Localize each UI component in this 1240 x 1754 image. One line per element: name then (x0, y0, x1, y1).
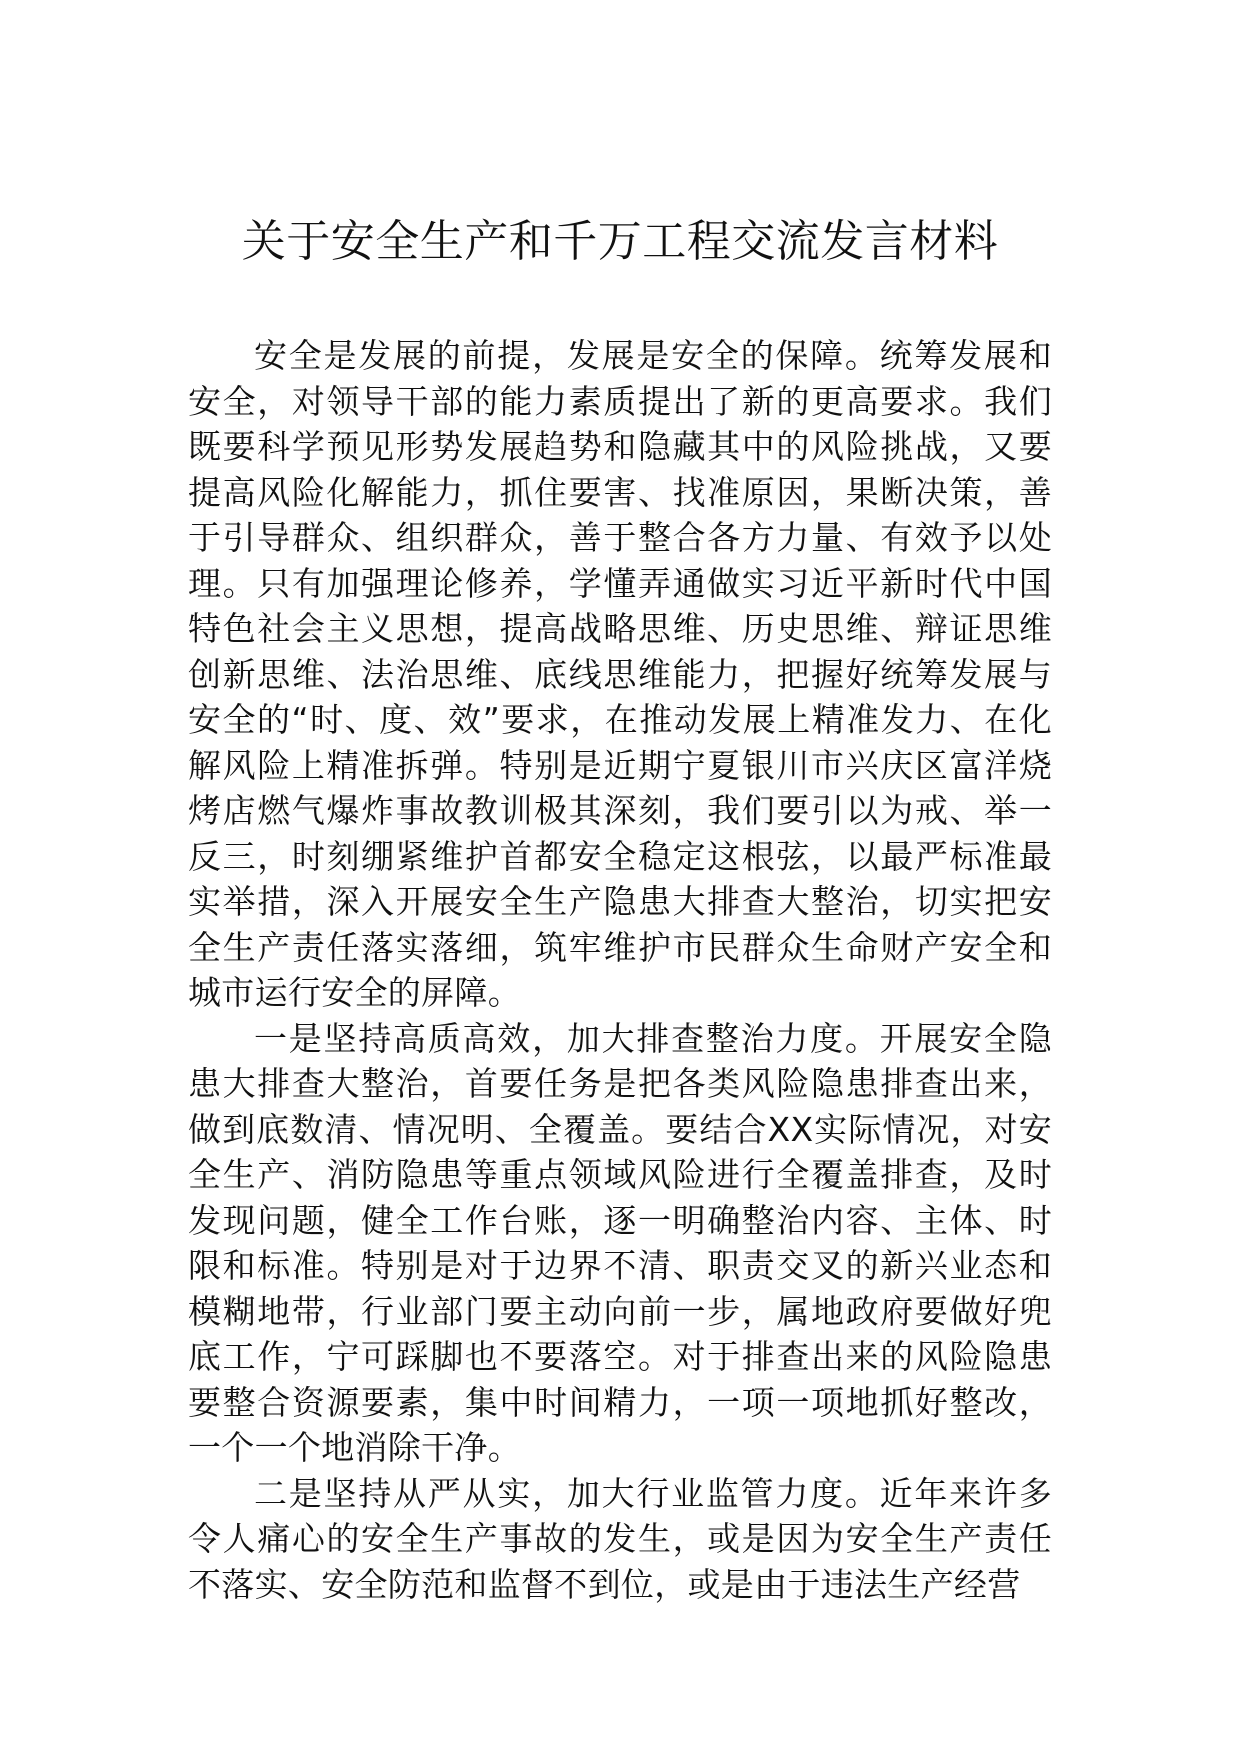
paragraph-intro: 安全是发展的前提，发展是安全的保障。统筹发展和安全，对领导干部的能力素质提出了新的更高要求。我们既要科学预见形势发展趋势和隐藏其中的风险挑战，又要提高风险化解能力，抓住要害、找准原因，果断决策，善于引导群众、组织群众，善于整合各方力量、有效予以处理。只有加强理论修养，学懂弄通做实习近平新时代中国特色社会主义思想，提高战略思维、历史思维、辩证思维创新思维、法治思维、底线思维能力，把握好统筹发展与安全的“时、度、效”要求，在推动发展上精准发力、在化解风险上精准拆弹。特别是近期宁夏银川市兴庆区富洋烧烤店燃气爆炸事故教训极其深刻，我们要引以为戒、举一反三，时刻绷紧维护首都安全稳定这根弦，以最严标准最实举措，深入开展安全生产隐患大排查大整治，切实把安全生产责任落实落细，筑牢维护市民群众生命财产安全和城市运行安全的屏障。 (188, 336, 1052, 1012)
document-title: 关于安全生产和千万工程交流发言材料 (241, 216, 999, 267)
paragraph-point-one: 一是坚持高质高效，加大排查整治力度。开展安全隐患大排查大整治，首要任务是把各类风险隐患排查出来，做到底数清、情况明、全覆盖。要结合XX实际情况，对安全生产、消防隐患等重点领域风险进行全覆盖排查，及时发现问题，健全工作台账，逐一明确整治内容、主体、时限和标准。特别是对于边界不清、职责交叉的新兴业态和模糊地带，行业部门要主动向前一步，属地政府要做好兜底工作，宁可踩脚也不要落空。对于排查出来的风险隐患要整合资源要素，集中时间精力，一项一项地抓好整改，一个一个地消除干净。 (188, 1018, 1052, 1467)
paragraph-point-two: 二是坚持从严从实，加大行业监管力度。近年来许多令人痛心的安全生产事故的发生，或是因为安全生产责任不落实、安全防范和监督不到位，或是由于违法生产经营 (188, 1473, 1052, 1604)
document-body (188, 333, 1052, 1607)
